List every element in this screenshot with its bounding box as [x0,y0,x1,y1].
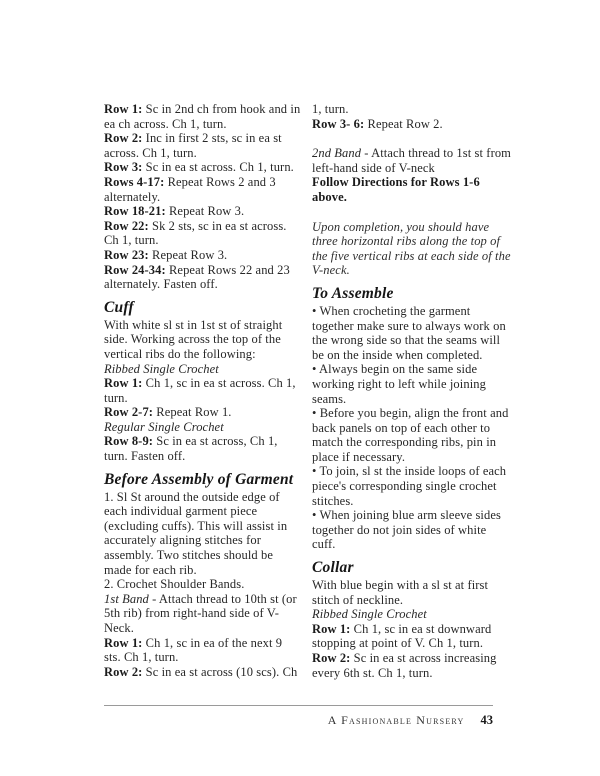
note-paragraph [312,220,513,278]
text-run: Rows 4-17: [104,174,165,189]
text-run: Repeat Row 3. [148,247,228,262]
footer-rule [104,705,493,706]
text-run: Cuff [104,298,134,316]
text-run: Sc in 2nd ch from hook and in ea ch across. Ch 1, turn. [104,102,301,131]
paragraph [104,131,302,160]
paragraph [104,376,302,405]
paragraph [312,362,513,406]
text-run: Row 18-21: [104,204,166,219]
paragraph [104,263,302,292]
paragraph [104,405,302,420]
text-run: Row 3: [104,160,143,175]
text-run: Row 22: [104,218,149,233]
text-run: Row 2: [104,664,143,679]
paragraph [104,490,302,578]
text-run: 1. Sl St around the outside edge of each individual garment piece (excluding cuffs). This will assist in accurately aligning stitches for assembly. Two stitches should be made for each rib. [104,489,288,577]
paragraph [312,607,513,622]
text-run: • Before you begin, align the front and back panels on top of each other to match the corresponding ribs, pin in place if necessary. [312,406,509,464]
text-run: Regular Single Crochet [104,419,224,434]
text-run: With blue begin with a sl st at first stitch of neckline. [312,578,489,607]
paragraph [104,318,302,362]
text-run: - Attach thread to 1st st from left-hand side of V-neck [312,146,512,175]
text-run: Row 23: [104,247,149,262]
text-run: 2. Crochet Shoulder Bands. [104,577,245,592]
text-run: With white sl st in 1st st of straight side. Working across the top of the vertical ribs do the following: [104,317,283,361]
text-run: Repeat Row 2. [364,116,443,131]
text-run: Row 2-7: [104,405,154,420]
text-run: • When crocheting the garment together make sure to always work on the wrong side so that the seams will be on the inside when completed. [312,303,506,362]
text-run: Ch 1, sc in ea st across. Ch 1, turn. [104,376,296,405]
text-run: Ribbed Single Crochet [312,607,427,622]
section-heading [312,285,513,302]
paragraph [312,102,513,117]
paragraph [104,175,302,204]
text-run: • When joining blue arm sleeve sides together do not join sides of white cuff. [312,508,501,552]
text-run: Row 3- 6: [312,116,365,131]
text-run: Inc in first 2 sts, sc in ea st across. Ch 1, turn. [104,131,282,160]
paragraph [312,651,513,680]
text-run: Ch 1, sc in ea st downward stopping at point of V. Ch 1, turn. [312,621,492,651]
paragraph [104,102,302,131]
right-column [312,102,513,680]
paragraph [104,362,302,377]
paragraph-break [312,131,513,146]
text-run: Row 2: [312,651,351,665]
text-run: Before Assembly of Garment [104,470,294,488]
text-run: 1st Band [104,591,149,606]
paragraph [104,577,302,592]
text-run: Row 1: [104,635,143,650]
text-run: Repeat Rows 2 and 3 alternately. [104,174,276,204]
paragraph [312,578,513,607]
paragraph [312,175,513,204]
paragraph [312,464,513,508]
text-run: Sc in ea st across increasing every 6th st. Ch 1, turn. [312,651,497,680]
footer-text [104,711,493,729]
text-run: - Attach thread to 10th st (or 5th rib) from right-hand side of V-Neck. [104,591,297,635]
text-run: Row 1: [312,621,351,636]
paragraph [104,592,302,636]
text-run: Repeat Row 3. [165,204,245,219]
text-run: Sc in ea st across (10 scs). Ch [142,664,298,679]
footer-page-number: 43 [480,713,493,727]
text-run: Sk 2 sts, sc in ea st across. Ch 1, turn. [104,218,287,248]
paragraph [312,622,513,651]
text-run: • To join, sl st the inside loops of each piece's corresponding single crochet stitches. [312,464,507,508]
text-run: Sc in ea st across, Ch 1, turn. Fasten off. [104,434,278,464]
text-run: Row 8-9: [104,434,154,449]
text-run: Follow Directions for Rows 1-6 above. [312,175,480,204]
paragraph [312,508,513,552]
text-run: • Always begin on the same side working right to left while joining seams. [312,362,486,406]
paragraph [312,304,513,362]
footer-book-title: A Fashionable Nursery [327,713,465,727]
text-run: 1, turn. [312,102,349,116]
section-heading [104,471,302,488]
text-run: Repeat Row 1. [153,405,232,420]
paragraph [312,146,513,175]
text-run: Row 1: [104,102,143,116]
text-run: Row 24-34: [104,262,166,277]
text-run: Ribbed Single Crochet [104,361,219,376]
text-run: Row 2: [104,131,143,146]
section-heading [104,299,302,316]
section-heading [312,559,513,576]
paragraph [104,636,302,665]
text-run: Collar [312,559,354,577]
paragraph-break [312,205,513,220]
paragraph [312,406,513,464]
text-run: Upon completion, you should have three horizontal ribs along the top of the five vertical ribs at each side of the V-neck. [312,219,511,278]
text-run: To Assemble [312,284,394,302]
paragraph [104,219,302,248]
left-column [104,102,302,679]
text-run: Ch 1, sc in ea of the next 9 sts. Ch 1, turn. [104,635,283,665]
text-run: Repeat Rows 22 and 23 alternately. Fasten off. [104,262,290,292]
paragraph [104,160,302,175]
text-run: Sc in ea st across. Ch 1, turn. [142,160,294,175]
paragraph [104,420,302,435]
paragraph [104,248,302,263]
paragraph [104,665,302,680]
paragraph [104,204,302,219]
text-run: 2nd Band [312,146,362,161]
text-run: Row 1: [104,376,143,391]
paragraph [104,434,302,463]
paragraph [312,117,513,132]
